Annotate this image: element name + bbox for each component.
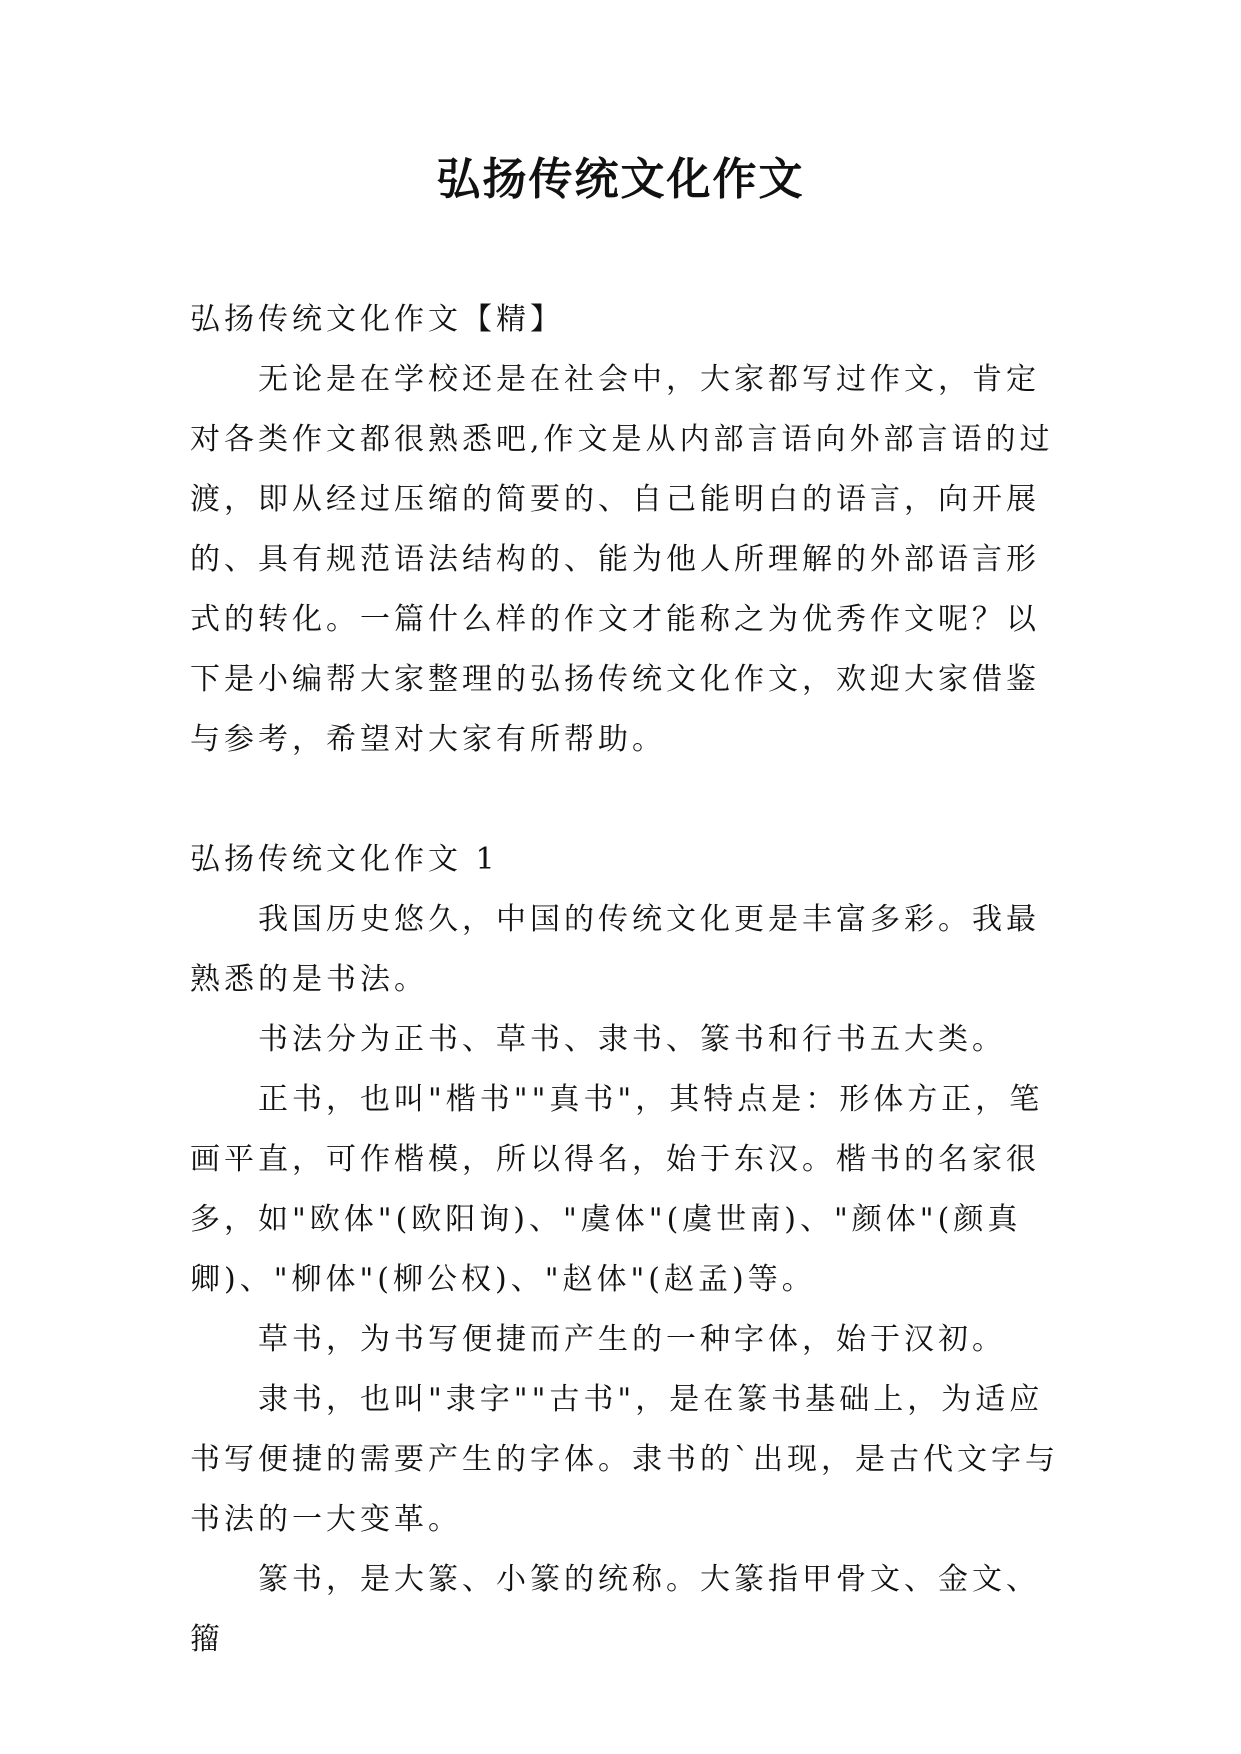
document-body [190, 290, 1062, 1670]
essay-paragraph: 隶书，也叫"隶字""古书"，是在篆书基础上，为适应书写便捷的需要产生的字体。隶书的`出现，是古代文字与书法的一大变革。 [190, 1382, 1059, 1537]
intro-paragraph: 无论是在学校还是在社会中，大家都写过作文，肯定对各类作文都很熟悉吧,作文是从内部言语向外部言语的过渡，即从经过压缩的简要的、自己能明白的语言，向开展的、具有规范语法结构的、能为他人所理解的外部语言形式的转化。一篇什么样的作文才能称之为优秀作文呢？以下是小编帮大家整理的弘扬传统文化作文，欢迎大家借鉴与参考，希望对大家有所帮助。 [190, 362, 1054, 757]
document-title: 弘扬传统文化作文 [436, 154, 805, 205]
section-spacer [190, 770, 1062, 830]
essay-paragraph: 我国历史悠久，中国的传统文化更是丰富多彩。我最熟悉的是书法。 [190, 902, 1040, 997]
essay-paragraph: 书法分为正书、草书、隶书、篆书和行书五大类。 [258, 1022, 1006, 1057]
essay-heading: 弘扬传统文化作文 1 [190, 842, 499, 877]
essay-paragraph: 篆书，是大篆、小篆的统称。大篆指甲骨文、金文、籀 [190, 1562, 1040, 1657]
intro-heading: 弘扬传统文化作文【精】 [190, 302, 564, 337]
essay-paragraph: 正书，也叫"楷书""真书"，其特点是：形体方正，笔画平直，可作楷模，所以得名，始于东汉。楷书的名家很多，如"欧体"(欧阳询)、"虞体"(虞世南)、"颜体"(颜真卿)、"柳体"(柳公权)、"赵体"(赵孟)等。 [190, 1082, 1044, 1297]
essay-paragraph: 草书，为书写便捷而产生的一种字体，始于汉初。 [258, 1322, 1006, 1357]
